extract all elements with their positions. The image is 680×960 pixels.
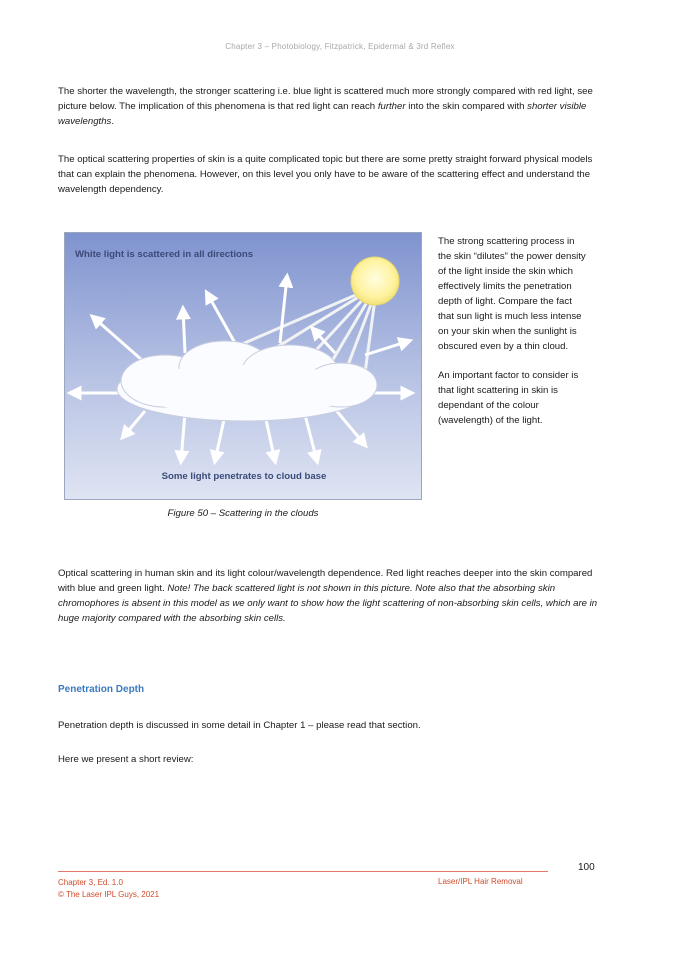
- side-paragraph: The strong scattering process in the skin “dilutes” the power density of the light inside the skin which effectively limits the penetration depth of light. Compare the fact that sun light is much less intense on your skin when the sunlight is obscured even by a thin cloud.: [438, 236, 586, 352]
- footer-left: [58, 877, 159, 901]
- page-number: 100: [578, 862, 595, 873]
- side-text-column: [438, 234, 590, 442]
- sun-icon: [351, 257, 399, 305]
- figure-top-label: White light is scattered in all directions: [75, 249, 254, 260]
- footer-title: Laser/IPL Hair Removal: [438, 877, 523, 886]
- footer-chapter: Chapter 3, Ed. 1.0: [58, 878, 123, 887]
- intro-paragraph: The shorter the wavelength, the stronger scattering i.e. blue light is scattered much more strongly compared with red light, see picture below. The implication of this phenomena is that red light can reach further into the skin compared with shorter visible wavelengths.: [58, 86, 593, 127]
- figure-caption: Figure 50 – Scattering in the clouds: [167, 508, 319, 519]
- running-head: Chapter 3 – Photobiology, Fitzpatrick, Epidermal & 3rd Reflex: [225, 42, 455, 51]
- cloud-scattering-figure: [64, 232, 422, 500]
- penetration-paragraph: Penetration depth is discussed in some detail in Chapter 1 – please read that section.: [58, 720, 421, 731]
- review-paragraph: Here we present a short review:: [58, 754, 194, 765]
- scattering-paragraph: The optical scattering properties of skin is a quite complicated topic but there are some pretty straight forward physical models that can explain the phenomena. However, on this level you only have to be aware of the scattering effect and understand the wavelength dependency.: [58, 154, 593, 195]
- scattering-illustration: [65, 233, 422, 500]
- figure-bottom-label: Some light penetrates to cloud base: [161, 471, 327, 482]
- section-heading: Penetration Depth: [58, 684, 145, 695]
- side-paragraph: An important factor to consider is that light scattering in skin is dependant of the colour (wavelength) of the light.: [438, 370, 579, 426]
- footer-divider: [58, 871, 548, 872]
- footer-copyright: © The Laser IPL Guys, 2021: [58, 890, 160, 899]
- wavelength-paragraph: Optical scattering in human skin and its light colour/wavelength dependence. Red light reaches deeper into the skin compared with blue and green light. Note! The back scattered light is not shown in this picture. Note also that the absorbing skin chromophores is absent in this model as we only want to show how the light scattering of non-absorbing skin cells, which are in huge majority compared with the absorbing skin cells.: [58, 568, 598, 624]
